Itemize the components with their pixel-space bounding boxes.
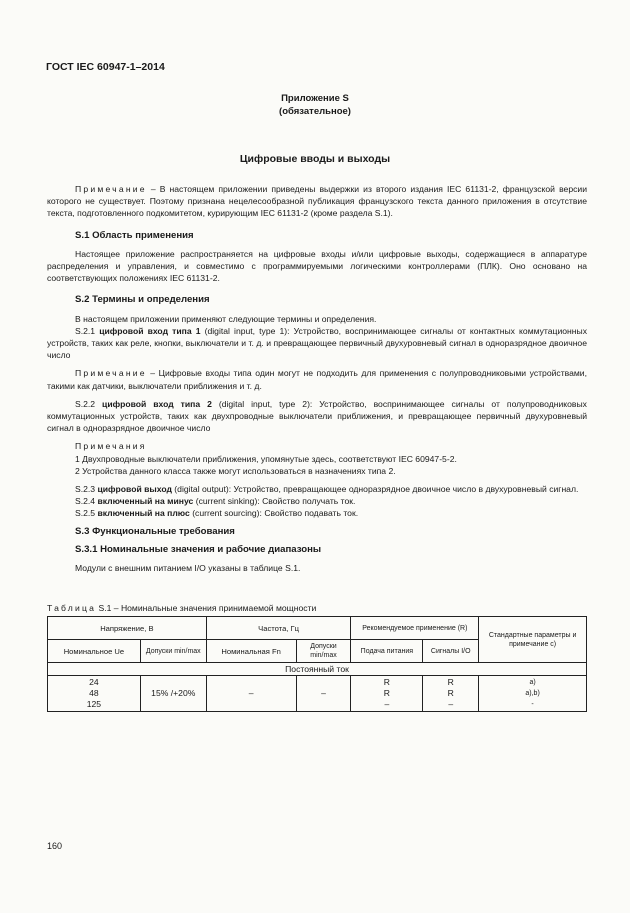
notes-label: Примечания (75, 441, 147, 452)
table-caption (47, 603, 316, 613)
definition-number: S.2.4 (75, 496, 98, 507)
paragraph: Модули с внешним питанием I/O указаны в таблице S.1. (75, 563, 301, 574)
definition-number: S.2.2 (75, 398, 103, 409)
header-voltage-tolerance: Допуски min/max (140, 640, 206, 663)
header-standard: Стандартные параметры и примечание c) (479, 617, 587, 663)
definition-text: (current sourcing): Свойство подавать ток. (189, 508, 359, 519)
definition-paragraph (47, 507, 587, 519)
power-ratings-table (47, 616, 587, 712)
voltage-value: 125 (86, 699, 102, 709)
body-text (47, 183, 587, 574)
main-title: Цифровые вводы и выходы (239, 153, 391, 165)
page-number: 160 (47, 841, 63, 851)
section-dc: Постоянный ток (48, 663, 587, 676)
definition-paragraph (47, 398, 587, 435)
definition-text: (digital input, type 2): Устройство, воспринимающее сигналы от полупроводниковых коммутационных устройств, таких как двухпроводные выключатели приближения, и превращающее первичный двухуровневый сигнал в одноразрядное двоичное число (47, 398, 587, 434)
header-supply: Подача питания (351, 640, 423, 663)
document-id-header: ГОСТ IEC 60947-1–2014 (46, 61, 165, 73)
signals-value: R (447, 677, 454, 687)
note-item: 1 Двухпроводные выключатели приближения, упомянутые здесь, соответствуют IEC 60947-5-2. (75, 453, 457, 464)
appendix-heading (0, 92, 630, 118)
supply-value: R (383, 688, 390, 698)
definition-term: включенный на плюс (97, 508, 190, 519)
definition-term: включенный на минус (97, 496, 194, 507)
section-heading: S.3 Функциональные требования (75, 525, 235, 537)
paragraph: В настоящем приложении применяют следующие термины и определения. (75, 313, 377, 324)
definition-number: S.2.5 (75, 508, 98, 519)
supply-value: – (384, 699, 390, 709)
definition-number: S.2.1 (75, 325, 100, 336)
frequency-tolerance-cell: – (296, 676, 351, 712)
voltage-cell (48, 676, 141, 712)
note-ref: - (531, 701, 534, 708)
header-recommended: Рекомендуемое применение (R) (351, 617, 479, 640)
definition-term: цифровой вход типа 2 (102, 398, 212, 409)
note-text: – В настоящем приложении приведены выдержки из второго издания IEC 61131-2, французской версии которого не существует. Поэтому признана нецелесообразной публикация французского текста данного приложения в отсутствие текста, подготовленного подкомитетом, курирующим IEC 61131-2 (кроме раздела S.1). (47, 184, 587, 219)
definition-number: S.2.3 (75, 484, 98, 495)
definition-text: (current sinking): Свойство получать ток. (193, 496, 356, 507)
definition-text: (digital output): Устройство, превращающее одноразрядное двоичное число в двухуровневый сигнал. (171, 484, 579, 495)
table-header-row (48, 617, 587, 640)
note-ref: a),b) (525, 690, 540, 697)
table-row (48, 676, 587, 712)
header-frequency: Частота, Гц (206, 617, 351, 640)
supply-cell (351, 676, 423, 712)
header-voltage: Напряжение, В (48, 617, 207, 640)
section-heading: S.1 Область применения (75, 229, 194, 241)
definition-paragraph (47, 483, 587, 495)
note-label: Примечание (75, 368, 147, 379)
note-label: Примечание (75, 184, 147, 194)
definition-term: цифровой выход (97, 484, 172, 495)
appendix-title: Приложение S (281, 93, 349, 104)
note-item: 2 Устройства данного класса также могут использоваться в назначениях типа 2. (75, 465, 396, 476)
header-signals: Сигналы I/O (423, 640, 479, 663)
table-caption-text: S.1 – Номинальные значения принимаемой мощности (96, 603, 317, 613)
definition-paragraph (47, 495, 587, 507)
subsection-heading: S.3.1 Номинальные значения и рабочие диапазоны (75, 543, 322, 555)
header-frequency-tolerance: Допуски min/max (296, 640, 351, 663)
nominal-frequency-cell: – (206, 676, 296, 712)
note-paragraph (47, 183, 587, 220)
header-nominal-frequency: Номинальная Fn (206, 640, 296, 663)
notes-cell (479, 676, 587, 712)
table-section-row (48, 663, 587, 676)
signals-value: – (448, 699, 454, 709)
paragraph: Настоящее приложение распространяется на цифровые входы и/или цифровые выходы, содержащиеся в аппаратуре распределения и управления, и совместимо с программируемыми логическими контроллерами (ПЛК). Оно основано на соответствующих положениях IEC 61131-2. (47, 248, 587, 284)
definition-term: цифровой вход типа 1 (99, 325, 201, 336)
note-ref: a) (529, 679, 536, 686)
signals-cell (423, 676, 479, 712)
note-paragraph (47, 367, 587, 391)
section-heading: S.2 Термины и определения (75, 294, 210, 306)
tolerance-cell: 15% /+20% (140, 676, 206, 712)
header-nominal-voltage: Номинальное Ue (48, 640, 141, 663)
note-text: – Цифровые входы типа один могут не подходить для применения с полупроводниковыми устройствами, такими как датчики, выключатели приближения и т. д. (47, 368, 587, 391)
definition-text: (digital input, type 1): Устройство, воспринимающее сигналы от контактных коммутационных устройств, таких как реле, кнопки, выключатели и т. д. и превращающее первичный двухуровневый сигнал в одноразрядное двоичное число (47, 325, 587, 361)
supply-value: R (383, 677, 390, 687)
table-caption-label: Таблица (47, 603, 97, 613)
appendix-subtitle: (обязательное) (279, 106, 351, 117)
voltage-value: 24 (89, 677, 99, 687)
voltage-value: 48 (89, 688, 99, 698)
signals-value: R (447, 688, 454, 698)
definition-paragraph (47, 325, 587, 362)
